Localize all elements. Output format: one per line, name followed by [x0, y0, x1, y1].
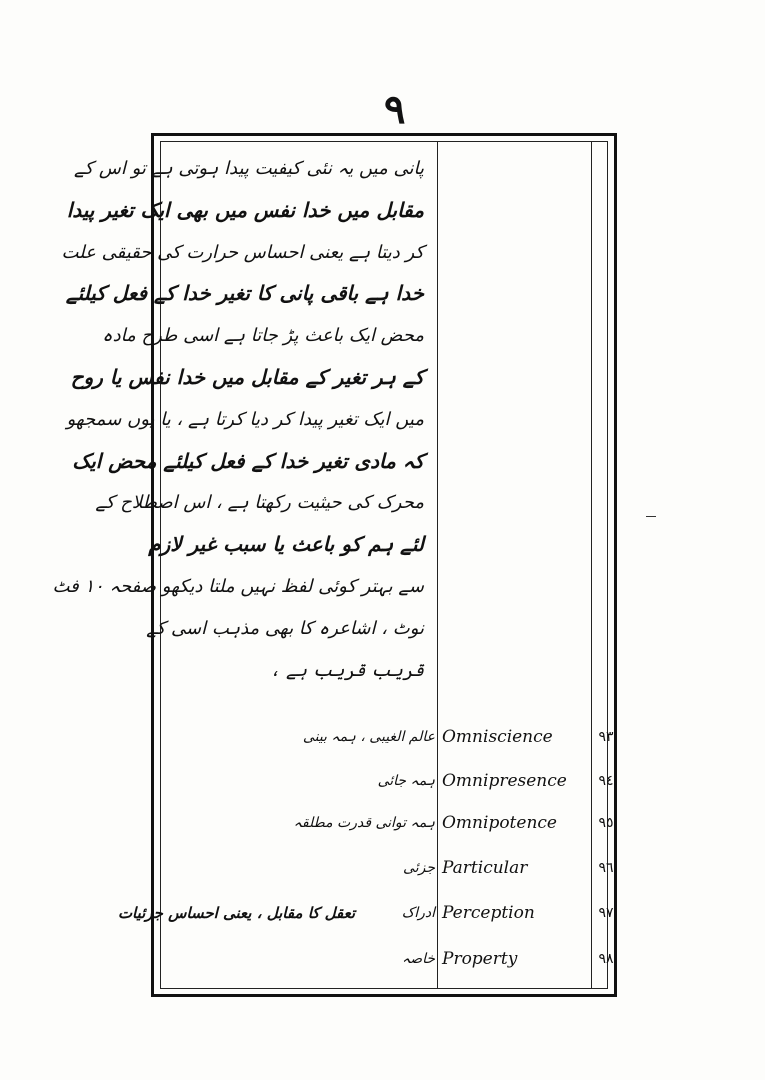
urdu-equivalent: خاصہ — [401, 951, 435, 967]
note-line: لئے ہم کو باعث یا سبب غیر لازم — [148, 532, 424, 557]
table-row — [117, 893, 614, 933]
entry-number: ٩٦ — [598, 860, 614, 876]
table-row — [161, 939, 614, 979]
note-line: نوٹ ، اشاعرہ کا بھی مذہب اسی کے — [146, 617, 424, 639]
entry-number: ٩٥ — [598, 815, 614, 831]
note-line: محض ایک باعث پڑ جاتا ہے اسی طرح مادہ — [102, 325, 424, 347]
urdu-equivalent: ادراک — [401, 905, 435, 921]
urdu-equivalent: ہمہ جائی — [377, 773, 435, 789]
note-line: کہ مادی تغیر خدا کے فعل کیلئے محض ایک — [72, 448, 424, 473]
page-number: ٩ — [384, 86, 406, 133]
note-line: خدا ہے باقی پانی کا تغیر خدا کے فعل کیلئے — [65, 281, 424, 306]
table-row — [161, 803, 614, 843]
english-term: Perception — [442, 903, 535, 923]
table-row — [161, 717, 614, 757]
margin-mark — [646, 516, 656, 517]
english-term: Omnipresence — [442, 771, 567, 791]
table-inner-border — [52, 141, 614, 989]
note-line: کر دیتا ہے یعنی احساس حرارت کی حقیقی علت — [61, 241, 424, 263]
urdu-equivalent: جزئی — [403, 860, 435, 876]
urdu-equivalent: عالم الغیبی ، ہمہ بینی — [302, 729, 435, 745]
english-term: Particular — [442, 858, 528, 878]
note-line: میں ایک تغیر پیدا کر دیا کرتا ہے ، یا یوں سمجھو — [66, 408, 424, 430]
note-line: قریب قریب ہے ، — [269, 659, 424, 681]
english-term: Omnipotence — [442, 813, 557, 833]
entry-number: ٩٧ — [598, 905, 614, 921]
table-row — [161, 761, 614, 801]
glossary-rows — [52, 142, 614, 988]
note-line: سے بہتر کوئی لفظ نہیں ملتا دیکھو صفحہ ۱۰ فٹ — [52, 575, 424, 597]
urdu-equivalent: ہمہ توانی قدرت مطلقہ — [293, 815, 435, 831]
note-line: کے ہر تغیر کے مقابل میں خدا نفس یا روح — [70, 364, 424, 389]
row-remark: تعقل کا مقابل ، یعنی احساس جزئیات — [117, 904, 355, 922]
entry-number: ٩٨ — [598, 951, 614, 967]
table-row — [161, 848, 614, 888]
entry-number: ٩٤ — [598, 773, 614, 789]
note-line: پانی میں یہ نئی کیفیت پیدا ہوتی ہے تو اس کے — [74, 158, 424, 179]
english-term: Omniscience — [442, 727, 553, 747]
english-term: Property — [442, 949, 518, 969]
entry-number: ٩٣ — [598, 729, 614, 745]
glossary-table-frame — [52, 133, 617, 997]
note-line: مقابل میں خدا نفس میں بھی ایک تغیر پیدا — [66, 197, 424, 222]
note-line: محرک کی حیثیت رکھتا ہے ، اس اصطلاح کے — [95, 492, 424, 514]
